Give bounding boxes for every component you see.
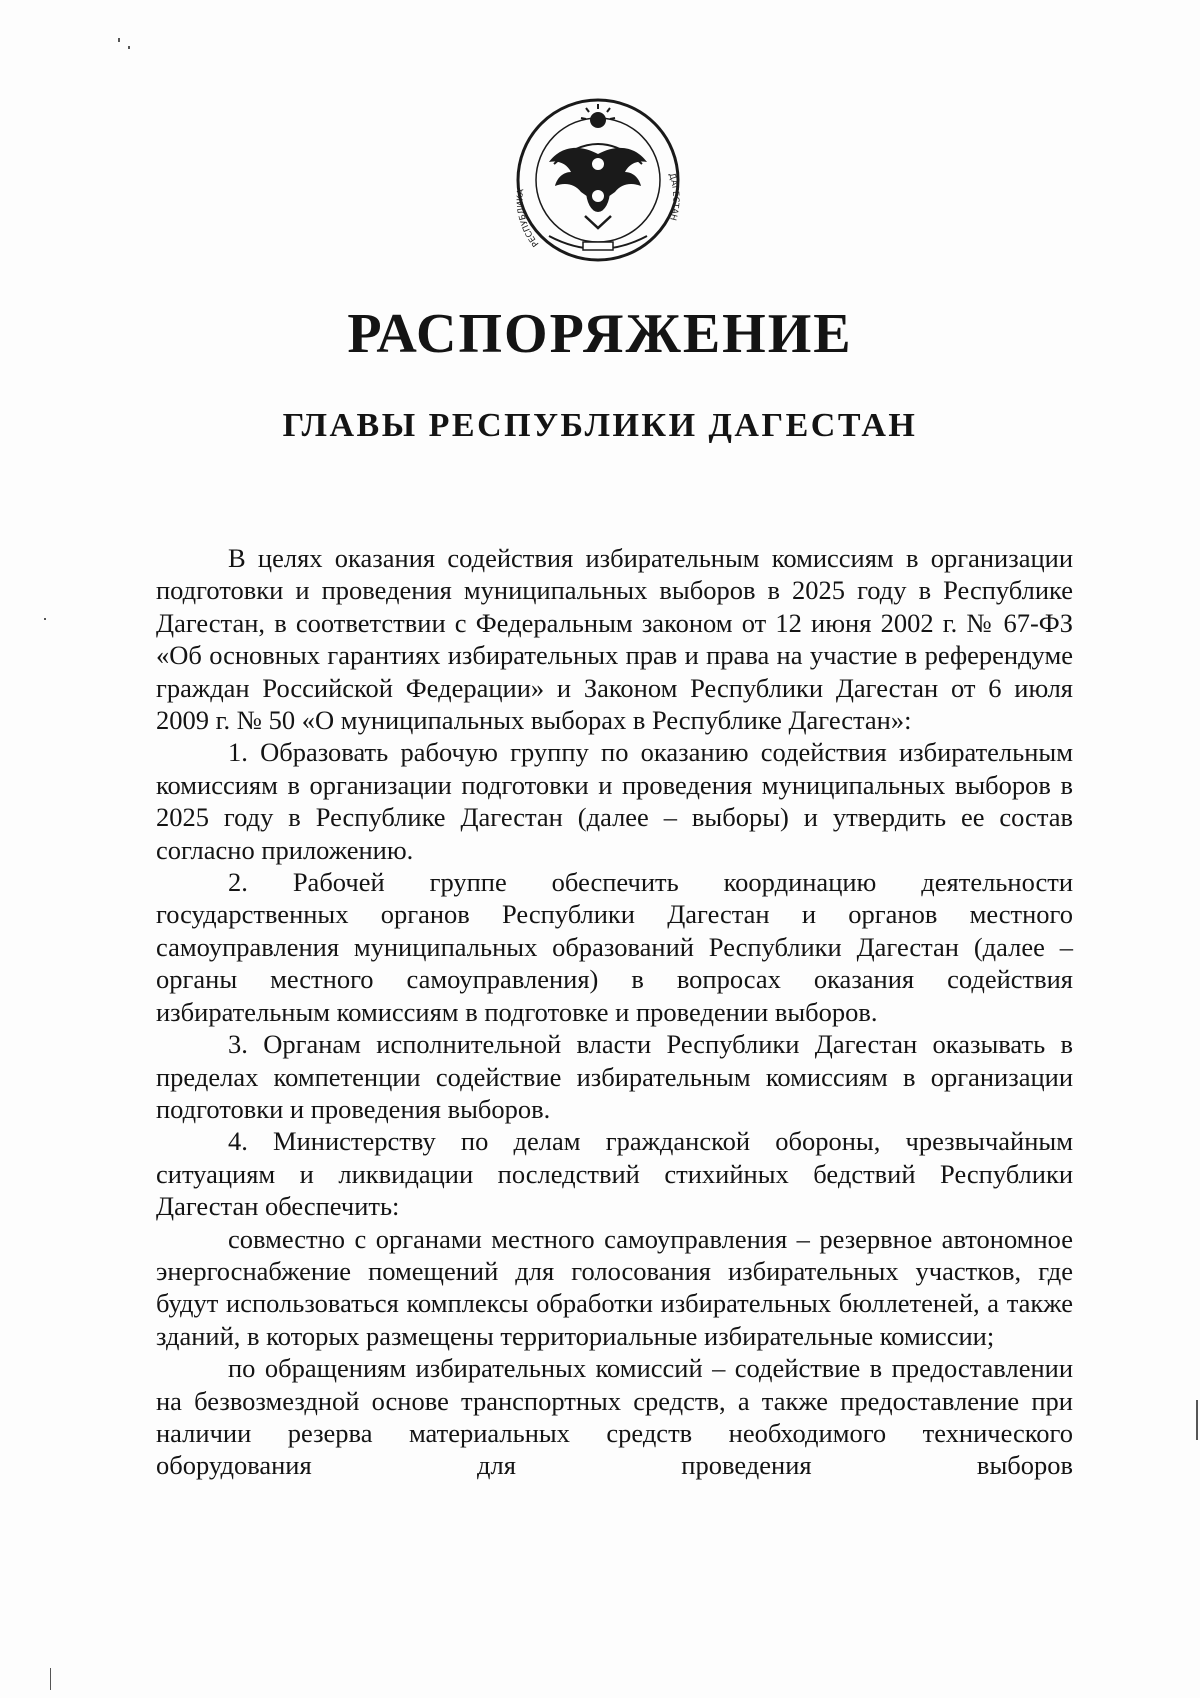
scan-speck [1196, 1400, 1198, 1440]
emblem-text-left: РЕСПУБЛИКА [515, 188, 542, 249]
paragraph-item-4-sub-2: по обращениям избирательных комиссий – содействие в предоставлении на безвозмездной основе транспортных средств, а также предоставление при наличии резерва материальных средств необходимого технического оборудования для проведения выборов [156, 1353, 1073, 1481]
paragraph-item-4-sub-1: совместно с органами местного самоуправления – резервное автономное энергоснабжение помещений для голосования избирательных участков, где будут использоваться комплексы обработки избирательных бюллетеней, а также зданий, в которых размещены территориальные избирательные комиссии; [156, 1223, 1073, 1351]
paragraph-item-1: 1. Образовать рабочую группу по оказанию содействия избирательным комиссиям в организации подготовки и проведения муниципальных выборов в 2025 году в Республике Дагестан (далее – выборы) и утвердить ее состав согласно приложению. [156, 737, 1073, 865]
paragraph-item-2: 2. Рабочей группе обеспечить координацию деятельности государственных органов Республики Дагестан и органов местного самоуправления муниципальных образований Республики Дагестан (далее – органы местного самоуправления) в вопросах оказания содействия избирательным комиссиям в подготовке и проведении выборов. [156, 867, 1073, 1027]
svg-text:РЕСПУБЛИКА [516, 188, 542, 248]
paragraph-item-4: 4. Министерству по делам гражданской обороны, чрезвычайным ситуациям и ликвидации последствий стихийных бедствий Республики Дагестан обеспечить: [156, 1126, 1073, 1222]
emblem-text-right: ДАГЕСТАН [666, 171, 681, 222]
paragraph-item-3: 3. Органам исполнительной власти Республики Дагестан оказывать в пределах компетенции содействие избирательным комиссиям в организации подготовки и проведения выборов. [156, 1029, 1073, 1124]
document-body [156, 542, 1073, 1482]
document-title: РАСПОРЯЖЕНИЕ [347, 303, 853, 365]
document-subtitle: ГЛАВЫ РЕСПУБЛИКИ ДАГЕСТАН [282, 407, 918, 444]
scan-speck [44, 618, 46, 620]
paragraph-preamble: В целях оказания содействия избирательным комиссиям в организации подготовки и проведения муниципальных выборов в 2025 году в Республике Дагестан, в соответствии с Федеральным законом от 12 июня 2002 г. № 67-ФЗ «Об основных гарантиях избирательных прав и права на участие в референдуме граждан Российской Федерации» и Законом Республики Дагестан от 6 июля 2009 г. № 50 «О муниципальных выборах в Республике Дагестан»: [156, 543, 1073, 736]
scan-speck [128, 46, 130, 49]
scan-speck [50, 1668, 51, 1690]
coat-of-arms-emblem [509, 94, 687, 266]
scan-speck [118, 38, 120, 42]
eagle-emblem-icon [509, 94, 687, 266]
